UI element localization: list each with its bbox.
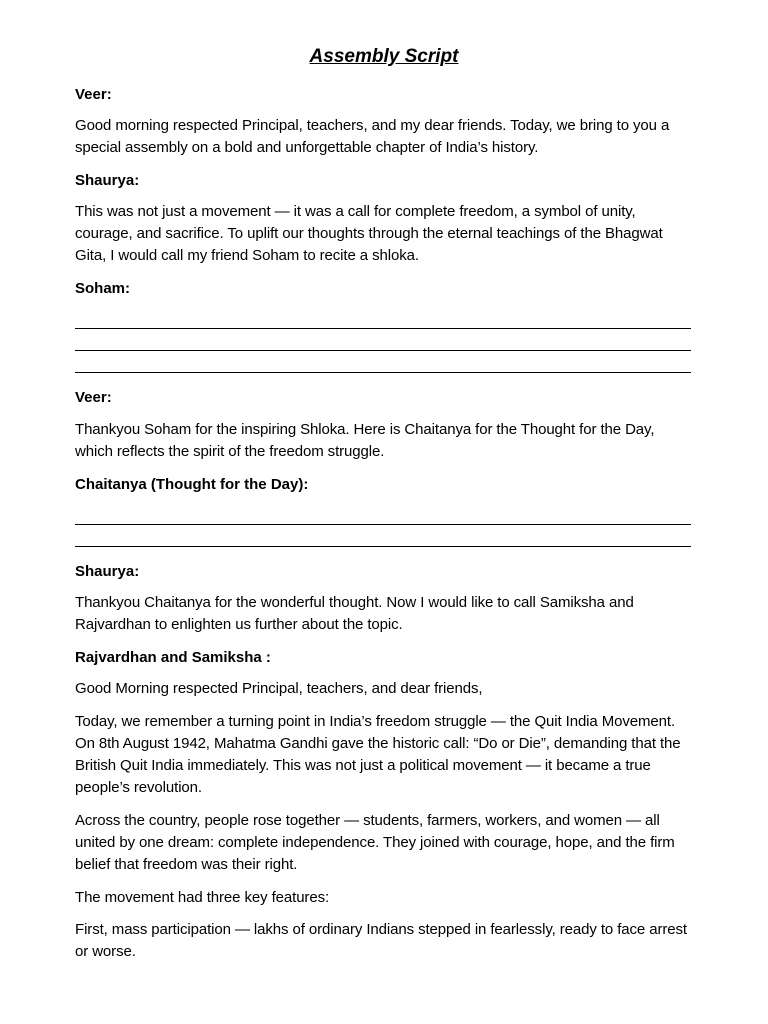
- speaker-label: Soham:: [75, 280, 131, 297]
- document-title: Assembly Script: [309, 46, 459, 67]
- speaker-label: Chaitanya (Thought for the Day):: [75, 476, 309, 493]
- blank-line: [75, 524, 691, 525]
- blank-line: [75, 372, 691, 373]
- speaker-label: Veer:: [75, 86, 112, 103]
- speaker-label: Rajvardhan and Samiksha :: [75, 649, 271, 666]
- paragraph: Thankyou Soham for the inspiring Shloka. Here is Chaitanya for the Thought for the Day, which reflects the spirit of the freedom struggle.: [75, 421, 655, 460]
- speaker-label: Veer:: [75, 389, 112, 406]
- blank-line: [75, 350, 691, 351]
- paragraph: Across the country, people rose together — students, farmers, workers, and women — all united by one dream: complete independence. They joined with courage, hope, and the firm belief that freedom was their right.: [75, 812, 675, 873]
- speaker-label: Shaurya:: [75, 172, 140, 189]
- paragraph: Good morning respected Principal, teachers, and my dear friends. Today, we bring to you a special assembly on a bold and unforgettable chapter of India’s history.: [75, 117, 670, 156]
- blank-line: [75, 328, 691, 329]
- paragraph: First, mass participation — lakhs of ordinary Indians stepped in fearlessly, ready to face arrest or worse.: [75, 921, 687, 960]
- paragraph: Thankyou Chaitanya for the wonderful thought. Now I would like to call Samiksha and Rajvardhan to enlighten us further about the topic.: [75, 594, 634, 633]
- paragraph: The movement had three key features:: [75, 889, 330, 906]
- paragraph: This was not just a movement — it was a call for complete freedom, a symbol of unity, courage, and sacrifice. To uplift our thoughts through the eternal teachings of the Bhagwat Gita, I would call my friend Soham to recite a shloka.: [75, 203, 663, 264]
- paragraph: Today, we remember a turning point in India’s freedom struggle — the Quit India Movement. On 8th August 1942, Mahatma Gandhi gave the historic call: “Do or Die”, demanding that the British Quit India immediately. This was not just a political movement — it became a true people’s revolution.: [75, 713, 681, 796]
- blank-line: [75, 546, 691, 547]
- paragraph: Good Morning respected Principal, teachers, and dear friends,: [75, 680, 483, 697]
- speaker-label: Shaurya:: [75, 563, 140, 580]
